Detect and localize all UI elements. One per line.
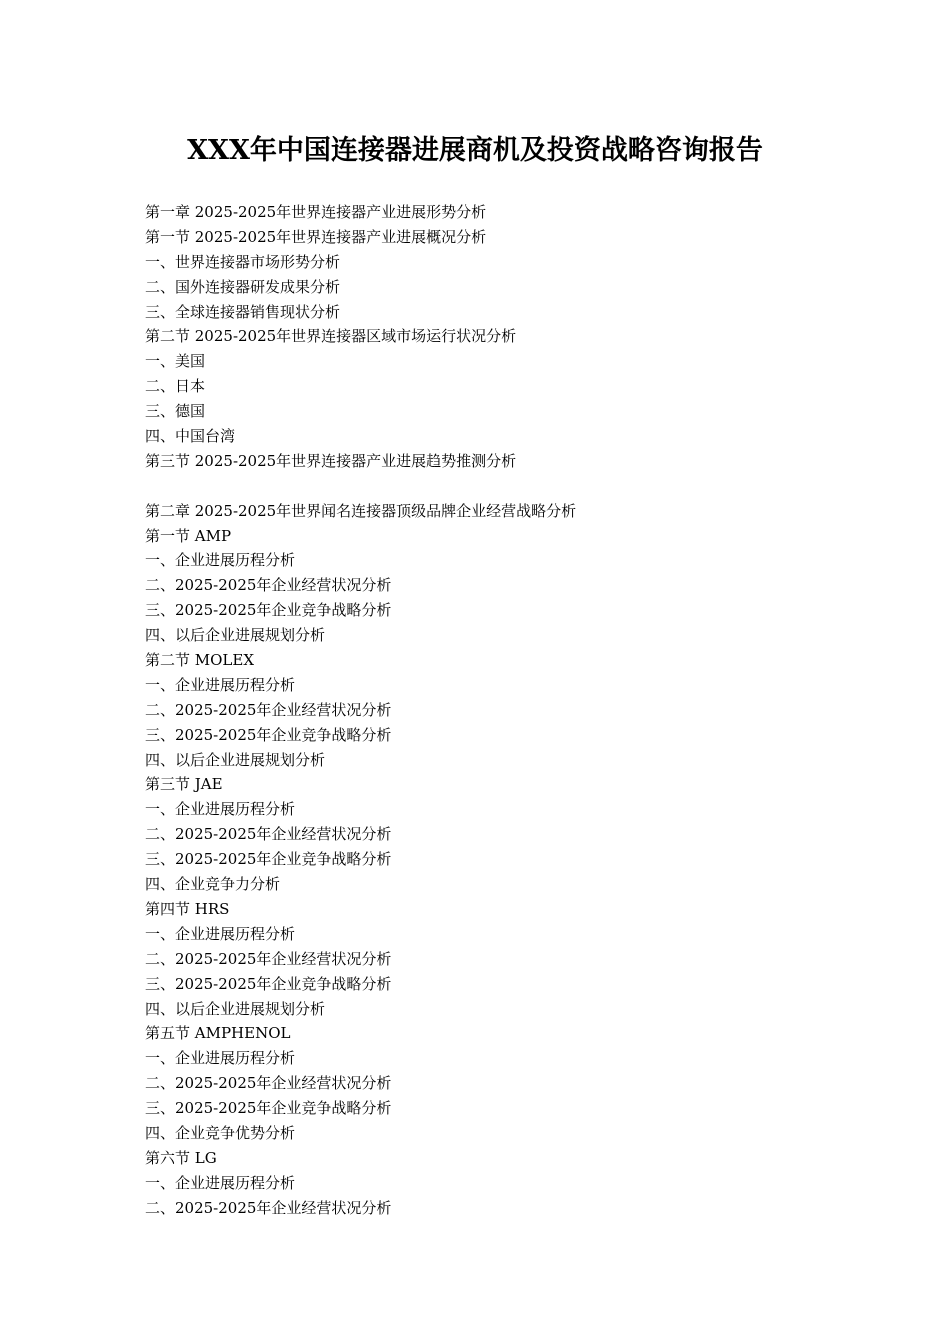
document-title: XXX年中国连接器进展商机及投资战略咨询报告: [187, 135, 763, 166]
toc-line: 第六节 LG: [145, 1148, 217, 1167]
toc-line: 二、2025-2025年企业经营状况分析: [145, 1074, 392, 1093]
toc-line: 三、2025-2025年企业竞争战略分析: [145, 974, 392, 993]
toc-line: 四、以后企业进展规划分析: [145, 999, 326, 1018]
toc-line: 一、美国: [145, 352, 206, 371]
toc-line: 二、日本: [145, 377, 206, 396]
toc-line: 一、企业进展历程分析: [145, 675, 296, 694]
toc-line: 第三节 2025-2025年世界连接器产业进展趋势推测分析: [145, 451, 517, 470]
toc-line: 二、2025-2025年企业经营状况分析: [145, 1198, 392, 1217]
toc-line: 第二节 MOLEX: [145, 651, 255, 670]
toc-line: 三、2025-2025年企业竞争战略分析: [145, 725, 392, 744]
toc-line: 三、德国: [145, 402, 206, 421]
toc-line: 第二章 2025-2025年世界闻名连接器顶级品牌企业经营战略分析: [145, 501, 577, 520]
toc-line: 四、以后企业进展规划分析: [145, 626, 326, 645]
table-of-contents: [145, 200, 845, 1221]
toc-line: 一、企业进展历程分析: [145, 1173, 296, 1192]
toc-line: 一、世界连接器市场形势分析: [145, 252, 341, 271]
toc-line: 第二节 2025-2025年世界连接器区域市场运行状况分析: [145, 327, 517, 346]
toc-spacer: [145, 474, 845, 499]
toc-line: 第一节 2025-2025年世界连接器产业进展概况分析: [145, 227, 487, 246]
toc-line: 一、企业进展历程分析: [145, 1049, 296, 1068]
toc-line: 四、中国台湾: [145, 427, 236, 446]
toc-line: 三、2025-2025年企业竞争战略分析: [145, 1099, 392, 1118]
toc-line: 二、2025-2025年企业经营状况分析: [145, 949, 392, 968]
toc-line: 四、企业竞争优势分析: [145, 1123, 296, 1142]
toc-line: 四、企业竞争力分析: [145, 875, 281, 894]
toc-line: 三、2025-2025年企业竞争战略分析: [145, 601, 392, 620]
toc-line: 四、以后企业进展规划分析: [145, 750, 326, 769]
toc-line: 一、企业进展历程分析: [145, 551, 296, 570]
toc-line: 第三节 JAE: [145, 775, 223, 794]
toc-line: 二、2025-2025年企业经营状况分析: [145, 825, 392, 844]
toc-line: 二、2025-2025年企业经营状况分析: [145, 700, 392, 719]
toc-line: 一、企业进展历程分析: [145, 924, 296, 943]
toc-line: 第四节 HRS: [145, 899, 230, 918]
toc-line: 第五节 AMPHENOL: [145, 1024, 291, 1043]
toc-line: 三、全球连接器销售现状分析: [145, 302, 341, 321]
toc-line: 第一节 AMP: [145, 526, 232, 545]
toc-line: 第一章 2025-2025年世界连接器产业进展形势分析: [145, 203, 487, 221]
toc-line: 二、国外连接器研发成果分析: [145, 277, 341, 296]
toc-line: 三、2025-2025年企业竞争战略分析: [145, 850, 392, 869]
toc-line: 二、2025-2025年企业经营状况分析: [145, 576, 392, 595]
toc-line: 一、企业进展历程分析: [145, 800, 296, 819]
